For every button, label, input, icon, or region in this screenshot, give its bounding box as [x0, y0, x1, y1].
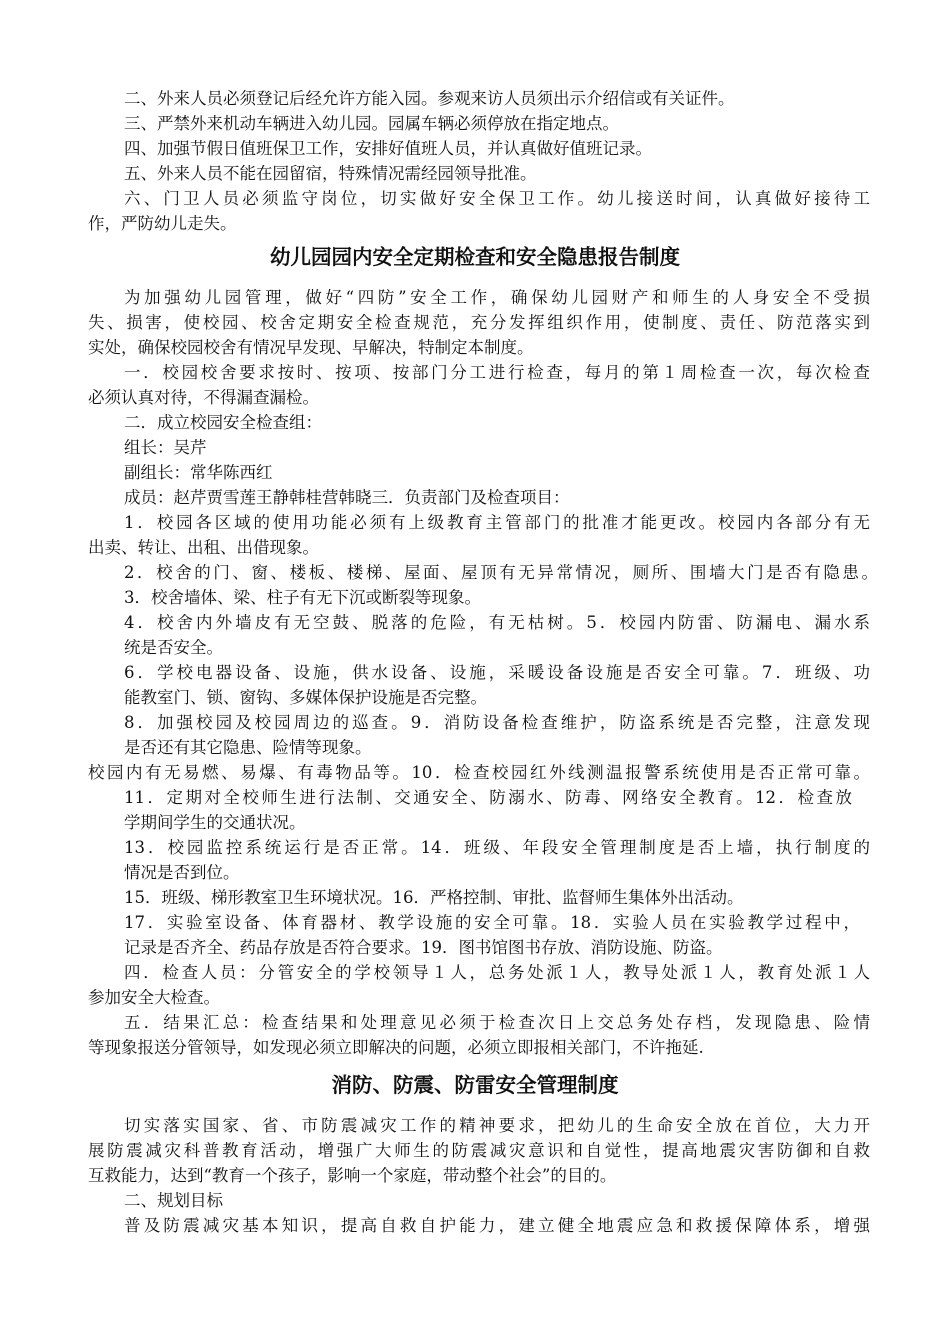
text-line: 6．学校电器设备、设施，供水设备、设施，采暖设备设施是否安全可靠。7．班级、功: [124, 663, 870, 682]
text-line: 副组长：常华陈西红: [124, 463, 273, 482]
text-line: 情况是否到位。: [124, 863, 240, 882]
text-line: 二、规划目标: [124, 1191, 223, 1210]
text-line: 三、严禁外来机动车辆进入幼儿园。园属车辆必须停放在指定地点。: [124, 114, 619, 133]
text-line: 15．班级、梯形教室卫生环境状况。16．严格控制、审批、监督师生集体外出活动。: [124, 888, 744, 907]
text-line: 为加强幼儿园管理，做好“四防”安全工作，确保幼儿园财产和师生的人身安全不受损: [124, 288, 870, 307]
text-line: 记录是否齐全、药品存放是否符合要求。19．图书馆图书存放、消防设施、防盗。: [124, 938, 723, 957]
text-line: 13．校园监控系统运行是否正常。14．班级、年段安全管理制度是否上墙，执行制度的: [124, 838, 870, 857]
text-line: 2．校舍的门、窗、楼板、楼梯、屋面、屋顶有无异常情况，厕所、围墙大门是否有隐患。: [124, 563, 878, 582]
text-line: 四．检查人员：分管安全的学校领导１人，总务处派１人，教导处派１人，教育处派１人: [124, 963, 870, 982]
text-line: 失、损害，使校园、校舍定期安全检查规范，充分发挥组织作用，使制度、责任、防范落实到: [88, 313, 870, 332]
text-line: 能教室门、锁、窗钩、多媒体保护设施是否完整。: [124, 688, 487, 707]
text-line: 1．校园各区域的使用功能必须有上级教育主管部门的批准才能更改。校园内各部分有无: [124, 513, 870, 532]
section-title: 幼儿园园内安全定期检查和安全隐患报告制度: [270, 245, 680, 269]
text-line: 等现象报送分管领导，如发现必须立即解决的问题，必须立即报相关部门，不许拖延.: [88, 1038, 704, 1057]
text-line: 必须认真对待，不得漏查漏检。: [88, 388, 319, 407]
text-line: 五．结果汇总：检查结果和处理意见必须于检查次日上交总务处存档，发现隐患、险情: [124, 1013, 870, 1032]
text-line: 17．实验室设备、体育器材、教学设施的安全可靠。18．实验人员在实验教学过程中，: [124, 913, 860, 932]
text-line: 4．校舍内外墙皮有无空鼓、脱落的危险，有无枯树。5．校园内防雷、防漏电、漏水系: [124, 613, 870, 632]
text-line: 参加安全大检查。: [88, 988, 220, 1007]
text-line: 3．校舍墙体、梁、柱子有无下沉或断裂等现象。: [124, 588, 481, 607]
text-line: 实处，确保校园校舍有情况早发现、早解决，特制定本制度。: [88, 338, 534, 357]
text-line: 学期间学生的交通状况。: [124, 813, 306, 832]
text-line: 一．校园校舍要求按时、按项、按部门分工进行检查，每月的第１周检查一次，每次检查: [124, 363, 870, 382]
text-line: 出卖、转让、出租、出借现象。: [88, 538, 319, 557]
text-line: 四、加强节假日值班保卫工作，安排好值班人员，并认真做好值班记录。: [124, 139, 652, 158]
text-line: 11．定期对全校师生进行法制、交通安全、防溺水、防毒、网络安全教育。12．检查放: [124, 788, 852, 807]
text-line: 成员：赵芹贾雪莲王静韩桂营韩晓三．负责部门及检查项目：: [124, 488, 570, 507]
text-line: 是否还有其它隐患、险情等现象。: [124, 738, 372, 757]
text-line: 二、外来人员必须登记后经允许方能入园。参观来访人员须出示介绍信或有关证件。: [124, 89, 735, 108]
text-line: 统是否安全。: [124, 638, 223, 657]
text-line: 六、门卫人员必须监守岗位，切实做好安全保卫工作。幼儿接送时间，认真做好接待工: [124, 189, 870, 208]
text-line: 组长：吴芹: [124, 438, 207, 457]
text-line: 互救能力，达到“教育一个孩子，影响一个家庭，带动整个社会”的目的。: [88, 1166, 617, 1185]
text-line: 展防震减灾科普教育活动，增强广大师生的防震减灾意识和自觉性，提高地震灾害防御和自救: [88, 1141, 870, 1160]
text-line: 作，严防幼儿走失。: [88, 214, 237, 233]
text-line: 切实落实国家、省、市防震减灾工作的精神要求，把幼儿的生命安全放在首位，大力开: [124, 1116, 870, 1135]
text-line: 五、外来人员不能在园留宿，特殊情况需经园领导批准。: [124, 164, 537, 183]
text-line: 8．加强校园及校园周边的巡查。9．消防设备检查维护，防盗系统是否完整，注意发现: [124, 713, 870, 732]
text-line: 校园内有无易燃、易爆、有毒物品等。10．检查校园红外线测温报警系统使用是否正常可靠。: [88, 763, 870, 782]
section-title: 消防、防震、防雷安全管理制度: [331, 1073, 619, 1097]
text-line: 二．成立校园安全检查组：: [124, 413, 322, 432]
text-line: 普及防震减灾基本知识，提高自救自护能力，建立健全地震应急和救援保障体系，增强: [124, 1216, 870, 1235]
